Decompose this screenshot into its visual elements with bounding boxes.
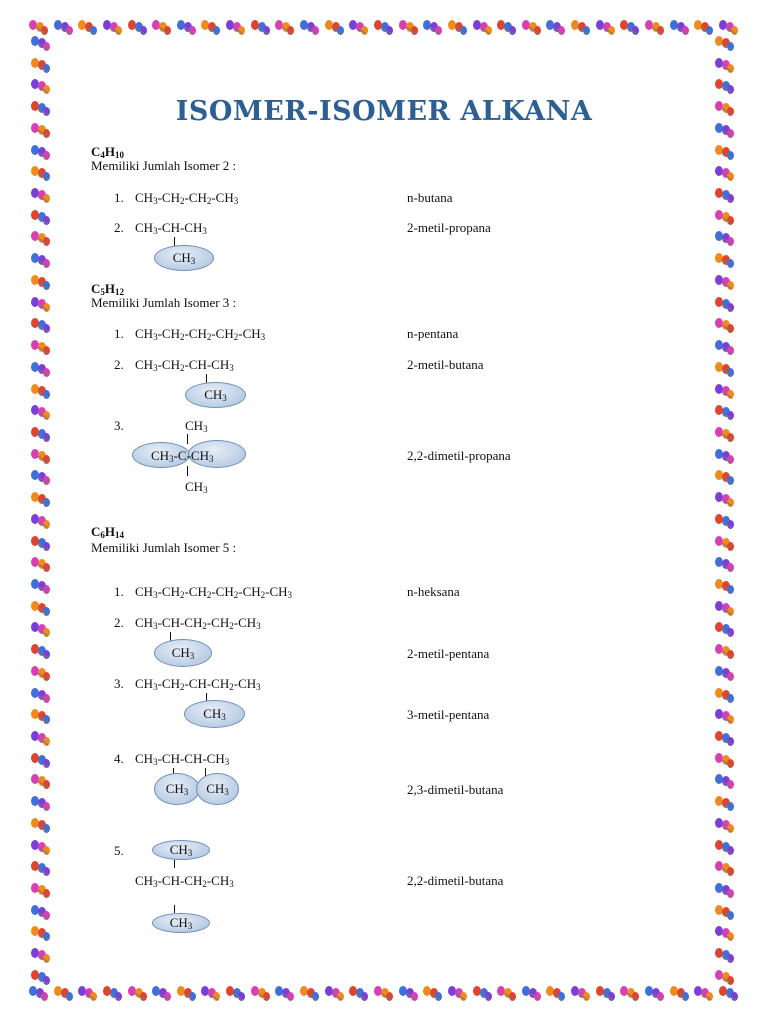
balloon-bunch-icon [714,514,736,532]
bond-line [174,905,175,913]
isomer-number: 3. [114,418,124,433]
balloon-bunch-icon [30,883,52,901]
balloon-bunch-icon [53,20,75,38]
balloon-bunch-icon [714,926,736,944]
isomer-number: 2. [114,220,124,235]
balloon-bunch-icon [714,753,736,771]
balloon-bunch-icon [348,20,370,38]
balloon-bunch-icon [714,774,736,792]
balloon-bunch-icon [30,58,52,76]
bond-line [187,434,188,444]
structure-2-3-dimetil-butana: $CH_3-CH-CH-CH_3$ [135,751,230,767]
isomer-name: 2-metil-butana [407,357,484,372]
balloon-bunch-icon [714,905,736,923]
balloon-bunch-icon [151,20,173,38]
isomer-number: 1. [114,190,124,205]
methyl-branch-oval: $CH_3$ [154,773,200,805]
balloon-bunch-icon [30,514,52,532]
balloon-bunch-icon [714,145,736,163]
balloon-bunch-icon [447,986,469,1004]
balloon-bunch-icon [693,986,715,1004]
balloon-bunch-icon [30,427,52,445]
balloon-bunch-icon [398,20,420,38]
balloon-bunch-icon [619,20,641,38]
structure-2-metil-propana: $CH_3-CH-CH_3$ [135,220,207,236]
structure-n-heksana: $CH_3-CH_2-CH_2-CH_2-CH_2-CH_3$ [135,584,293,600]
balloon-bunch-icon [30,253,52,271]
border-top [28,16,740,42]
balloon-bunch-icon [250,20,272,38]
balloon-bunch-icon [714,970,736,988]
balloon-bunch-icon [30,166,52,184]
balloon-bunch-icon [30,926,52,944]
balloon-bunch-icon [496,986,518,1004]
balloon-bunch-icon [102,20,124,38]
isomer-name: 2-metil-pentana [407,646,490,661]
balloon-bunch-icon [225,986,247,1004]
balloon-bunch-icon [30,231,52,249]
balloon-bunch-icon [30,970,52,988]
balloon-bunch-icon [30,905,52,923]
balloon-bunch-icon [30,470,52,488]
balloon-bunch-icon [30,774,52,792]
balloon-bunch-icon [348,986,370,1004]
intro-c6h14: Memiliki Jumlah Isomer 5 : [91,540,237,555]
balloon-bunch-icon [422,986,444,1004]
methyl-branch-oval: $CH_3$ [152,913,210,933]
balloon-bunch-icon [225,20,247,38]
isomer-name: n-heksana [407,584,460,599]
balloon-bunch-icon [30,79,52,97]
balloon-bunch-icon [30,731,52,749]
balloon-bunch-icon [714,362,736,380]
balloon-bunch-icon [250,986,272,1004]
isomer-name: 2-metil-propana [407,220,491,235]
balloon-bunch-icon [714,427,736,445]
balloon-bunch-icon [30,709,52,727]
balloon-bunch-icon [30,449,52,467]
border-bottom [28,982,740,1008]
balloon-bunch-icon [30,297,52,315]
balloon-bunch-icon [521,986,543,1004]
balloon-bunch-icon [30,145,52,163]
intro-c4h10: Memiliki Jumlah Isomer 2 : [91,158,237,173]
balloon-bunch-icon [714,470,736,488]
bond-line [187,466,188,476]
balloon-bunch-icon [714,883,736,901]
balloon-bunch-icon [496,20,518,38]
methyl-branch-oval: $CH_3$ [196,773,239,805]
balloon-bunch-icon [30,948,52,966]
structure-2-metil-butana: $CH_3-CH_2-CH-CH_3$ [135,357,234,373]
balloon-bunch-icon [619,986,641,1004]
balloon-bunch-icon [570,20,592,38]
balloon-bunch-icon [545,986,567,1004]
formula-c4h10: $C_4H_{10}$ [91,144,125,160]
balloon-bunch-icon [714,58,736,76]
balloon-bunch-icon [77,986,99,1004]
balloon-bunch-icon [570,986,592,1004]
isomer-name: n-pentana [407,326,459,341]
balloon-bunch-icon [30,405,52,423]
balloon-bunch-icon [324,986,346,1004]
balloon-bunch-icon [30,557,52,575]
isomer-name: 3-metil-pentana [407,707,490,722]
balloon-bunch-icon [200,20,222,38]
balloon-bunch-icon [714,210,736,228]
balloon-bunch-icon [200,986,222,1004]
balloon-bunch-icon [644,986,666,1004]
balloon-bunch-icon [30,796,52,814]
balloon-bunch-icon [30,275,52,293]
balloon-bunch-icon [718,986,740,1004]
balloon-bunch-icon [669,20,691,38]
balloon-bunch-icon [274,20,296,38]
balloon-bunch-icon [714,231,736,249]
methyl-branch-oval: $CH_3$ [154,639,212,667]
isomer-number: 4. [114,751,124,766]
balloon-bunch-icon [274,986,296,1004]
balloon-bunch-icon [714,340,736,358]
balloon-bunch-icon [176,986,198,1004]
balloon-bunch-icon [714,709,736,727]
balloon-bunch-icon [714,275,736,293]
balloon-bunch-icon [30,622,52,640]
balloon-bunch-icon [714,384,736,402]
page-title: ISOMER-ISOMER ALKANA [175,96,593,127]
balloon-bunch-icon [595,20,617,38]
balloon-bunch-icon [595,986,617,1004]
border-right [712,36,738,988]
isomer-name: 2,3-dimetil-butana [407,782,504,797]
balloon-bunch-icon [30,601,52,619]
balloon-bunch-icon [714,622,736,640]
balloon-bunch-icon [714,318,736,336]
methyl-top: $CH_3$ [185,418,208,434]
isomer-number: 1. [114,584,124,599]
balloon-bunch-icon [714,449,736,467]
balloon-bunch-icon [373,20,395,38]
balloon-bunch-icon [714,297,736,315]
balloon-bunch-icon [472,20,494,38]
border-left [28,36,54,988]
isomer-name: n-butana [407,190,453,205]
balloon-bunch-icon [127,20,149,38]
formula-c5h12: $C_5H_{12}$ [91,281,125,297]
balloon-bunch-icon [422,20,444,38]
balloon-bunch-icon [176,20,198,38]
balloon-bunch-icon [30,36,52,54]
balloon-bunch-icon [714,601,736,619]
balloon-bunch-icon [714,666,736,684]
balloon-bunch-icon [714,557,736,575]
bond-line [174,860,175,868]
balloon-bunch-icon [299,986,321,1004]
balloon-bunch-icon [30,362,52,380]
isomer-name: 2,2-dimetil-butana [407,873,504,888]
balloon-bunch-icon [30,666,52,684]
balloon-bunch-icon [714,796,736,814]
balloon-bunch-icon [714,579,736,597]
balloon-bunch-icon [30,644,52,662]
structure-2-2-dimetil-butana: $CH_3-CH-CH_2-CH_3$ [135,873,234,889]
balloon-bunch-icon [30,579,52,597]
balloon-bunch-icon [30,840,52,858]
balloon-bunch-icon [714,840,736,858]
balloon-bunch-icon [714,861,736,879]
methyl-branch-oval: $CH_3$ [152,840,210,860]
structure-2-2-dimetil-propana: $CH_3-C-CH_3$ [151,448,214,464]
balloon-bunch-icon [714,818,736,836]
balloon-bunch-icon [472,986,494,1004]
balloon-bunch-icon [714,688,736,706]
balloon-bunch-icon [373,986,395,1004]
methyl-branch-oval: $CH_3$ [154,245,214,271]
balloon-bunch-icon [77,20,99,38]
balloon-bunch-icon [714,79,736,97]
structure-n-pentana: $CH_3-CH_2-CH_2-CH_2-CH_3$ [135,326,266,342]
balloon-bunch-icon [127,986,149,1004]
structure-n-butana: $CH_3-CH_2-CH_2-CH_3$ [135,190,239,206]
balloon-bunch-icon [30,753,52,771]
balloon-bunch-icon [53,986,75,1004]
balloon-bunch-icon [644,20,666,38]
balloon-bunch-icon [30,536,52,554]
balloon-bunch-icon [30,492,52,510]
balloon-bunch-icon [521,20,543,38]
balloon-bunch-icon [30,340,52,358]
balloon-bunch-icon [714,405,736,423]
balloon-bunch-icon [398,986,420,1004]
balloon-bunch-icon [30,318,52,336]
isomer-name: 2,2-dimetil-propana [407,448,511,463]
formula-c6h14: $C_6H_{14}$ [91,524,125,540]
balloon-bunch-icon [714,36,736,54]
methyl-branch-oval: $CH_3$ [184,700,245,728]
isomer-number: 5. [114,843,124,858]
balloon-bunch-icon [447,20,469,38]
balloon-bunch-icon [30,861,52,879]
balloon-bunch-icon [714,253,736,271]
balloon-bunch-icon [30,188,52,206]
balloon-bunch-icon [714,188,736,206]
balloon-bunch-icon [669,986,691,1004]
isomer-number: 3. [114,676,124,691]
methyl-bottom: $CH_3$ [185,479,208,495]
balloon-bunch-icon [714,948,736,966]
balloon-bunch-icon [30,818,52,836]
balloon-bunch-icon [30,210,52,228]
methyl-branch-oval: $CH_3$ [185,382,246,408]
balloon-bunch-icon [714,644,736,662]
balloon-bunch-icon [714,536,736,554]
isomer-number: 2. [114,615,124,630]
balloon-bunch-icon [714,731,736,749]
isomer-number: 1. [114,326,124,341]
intro-c5h12: Memiliki Jumlah Isomer 3 : [91,295,237,310]
balloon-bunch-icon [28,986,50,1004]
balloon-bunch-icon [30,688,52,706]
isomer-number: 2. [114,357,124,372]
balloon-bunch-icon [151,986,173,1004]
balloon-bunch-icon [714,166,736,184]
structure-3-metil-pentana: $CH_3-CH_2-CH-CH_2-CH_3$ [135,676,261,692]
balloon-bunch-icon [545,20,567,38]
structure-2-metil-pentana: $CH_3-CH-CH_2-CH_2-CH_3$ [135,615,261,631]
balloon-bunch-icon [714,492,736,510]
balloon-bunch-icon [324,20,346,38]
balloon-bunch-icon [102,986,124,1004]
balloon-bunch-icon [299,20,321,38]
balloon-bunch-icon [30,384,52,402]
